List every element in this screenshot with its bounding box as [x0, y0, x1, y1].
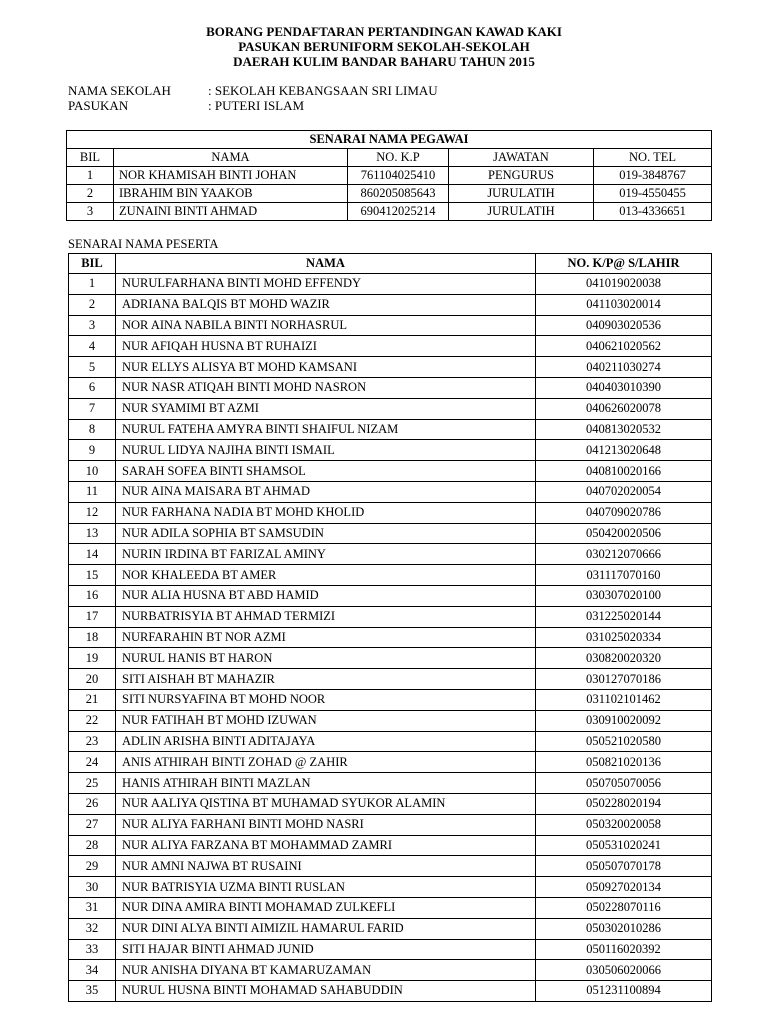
participant-row-cell: NURFARAHIN BT NOR AZMI — [116, 627, 536, 648]
participant-row — [69, 336, 712, 357]
participant-row-cell: 1 — [69, 274, 116, 295]
participant-row — [69, 523, 712, 544]
officers-table-title: SENARAI NAMA PEGAWAI — [67, 131, 712, 149]
participant-row-cell: 15 — [69, 565, 116, 586]
participant-row-cell: 030127070186 — [536, 669, 712, 690]
participant-row-cell: NUR NASR ATIQAH BINTI MOHD NASRON — [116, 377, 536, 398]
participant-row-cell: NUR ALIA HUSNA BT ABD HAMID — [116, 585, 536, 606]
participant-row-cell: 17 — [69, 606, 116, 627]
officer-row-cell: 860205085643 — [348, 185, 449, 203]
participant-row-cell: 050320020058 — [536, 814, 712, 835]
participant-row-cell: 33 — [69, 939, 116, 960]
participant-row-cell: 050420020506 — [536, 523, 712, 544]
participant-row-cell: NUR ANISHA DIYANA BT KAMARUZAMAN — [116, 960, 536, 981]
participant-row-cell: SITI HAJAR BINTI AHMAD JUNID — [116, 939, 536, 960]
participant-row-cell: HANIS ATHIRAH BINTI MAZLAN — [116, 773, 536, 794]
participant-row-cell: NUR AALIYA QISTINA BT MUHAMAD SYUKOR ALAMIN — [116, 793, 536, 814]
participants-header-cell: NAMA — [116, 254, 536, 274]
officer-row-cell: 3 — [67, 203, 114, 221]
officer-row-cell: IBRAHIM BIN YAAKOB — [114, 185, 348, 203]
officer-row-cell: 019-3848767 — [594, 167, 712, 185]
participant-row — [69, 419, 712, 440]
participant-row — [69, 274, 712, 295]
participant-row-cell: NUR DINI ALYA BINTI AIMIZIL HAMARUL FARID — [116, 918, 536, 939]
participant-row-cell: NOR AINA NABILA BINTI NORHASRUL — [116, 315, 536, 336]
participant-row-cell: 9 — [69, 440, 116, 461]
school-name-value: : SEKOLAH KEBANGSAAN SRI LIMAU — [208, 83, 438, 98]
participant-row-cell: NUR AFIQAH HUSNA BT RUHAIZI — [116, 336, 536, 357]
team-row — [68, 98, 304, 114]
participant-row-cell: NURUL FATEHA AMYRA BINTI SHAIFUL NIZAM — [116, 419, 536, 440]
participant-row — [69, 669, 712, 690]
participant-row-cell: NUR SYAMIMI BT AZMI — [116, 398, 536, 419]
participant-row-cell: NURBATRISYIA BT AHMAD TERMIZI — [116, 606, 536, 627]
participant-row-cell: 040903020536 — [536, 315, 712, 336]
participant-row-cell: 050507070178 — [536, 856, 712, 877]
participant-row — [69, 502, 712, 523]
participant-row-cell: 040702020054 — [536, 481, 712, 502]
officers-table-header — [67, 149, 712, 167]
participant-row-cell: NUR ALIYA FARHANI BINTI MOHD NASRI — [116, 814, 536, 835]
participant-row — [69, 773, 712, 794]
participant-row-cell: ADRIANA BALQIS BT MOHD WAZIR — [116, 294, 536, 315]
participant-row-cell: 29 — [69, 856, 116, 877]
participant-row — [69, 294, 712, 315]
participant-row-cell: NURULFARHANA BINTI MOHD EFFENDY — [116, 274, 536, 295]
participant-row-cell: 14 — [69, 544, 116, 565]
officers-header-cell: BIL — [67, 149, 114, 167]
participant-row-cell: 7 — [69, 398, 116, 419]
participant-row — [69, 897, 712, 918]
participant-row-cell: NUR ADILA SOPHIA BT SAMSUDIN — [116, 523, 536, 544]
participant-row — [69, 606, 712, 627]
participant-row — [69, 752, 712, 773]
participant-row-cell: NURIN IRDINA BT FARIZAL AMINY — [116, 544, 536, 565]
participant-row-cell: 040709020786 — [536, 502, 712, 523]
participant-row-cell: SITI AISHAH BT MAHAZIR — [116, 669, 536, 690]
participant-row-cell: NUR ALIYA FARZANA BT MOHAMMAD ZAMRI — [116, 835, 536, 856]
participant-row-cell: 031225020144 — [536, 606, 712, 627]
participant-row — [69, 377, 712, 398]
participant-row-cell: 2 — [69, 294, 116, 315]
participant-row-cell: NUR BATRISYIA UZMA BINTI RUSLAN — [116, 877, 536, 898]
participant-row-cell: 030820020320 — [536, 648, 712, 669]
participant-row-cell: NUR FARHANA NADIA BT MOHD KHOLID — [116, 502, 536, 523]
officer-row-cell: PENGURUS — [449, 167, 594, 185]
participant-row-cell: 041103020014 — [536, 294, 712, 315]
participant-row-cell: 13 — [69, 523, 116, 544]
participant-row-cell: 040211030274 — [536, 357, 712, 378]
participant-row-cell: 030307020100 — [536, 585, 712, 606]
participant-row-cell: NUR AMNI NAJWA BT RUSAINI — [116, 856, 536, 877]
officers-header-cell: NAMA — [114, 149, 348, 167]
participant-row-cell: 23 — [69, 731, 116, 752]
participant-row-cell: NUR ELLYS ALISYA BT MOHD KAMSANI — [116, 357, 536, 378]
participant-row — [69, 357, 712, 378]
participant-row-cell: 35 — [69, 981, 116, 1002]
participant-row-cell: 030212070666 — [536, 544, 712, 565]
participant-row-cell: ANIS ATHIRAH BINTI ZOHAD @ ZAHIR — [116, 752, 536, 773]
participant-row-cell: 5 — [69, 357, 116, 378]
participant-row — [69, 440, 712, 461]
participant-row-cell: 22 — [69, 710, 116, 731]
participant-row — [69, 585, 712, 606]
officer-row-cell: 690412025214 — [348, 203, 449, 221]
participant-row — [69, 731, 712, 752]
participant-row — [69, 939, 712, 960]
participant-row-cell: 28 — [69, 835, 116, 856]
participant-row-cell: 16 — [69, 585, 116, 606]
participants-label: SENARAI NAMA PESERTA — [68, 237, 219, 251]
participant-row-cell: 34 — [69, 960, 116, 981]
participant-row — [69, 398, 712, 419]
participant-row-cell: 040626020078 — [536, 398, 712, 419]
participant-row-cell: 18 — [69, 627, 116, 648]
officers-header-cell: NO. K.P — [348, 149, 449, 167]
document-title — [0, 24, 768, 69]
team-label: PASUKAN — [68, 98, 129, 113]
participant-row-cell: 050927020134 — [536, 877, 712, 898]
officer-row-cell: JURULATIH — [449, 185, 594, 203]
participant-row-cell: 041213020648 — [536, 440, 712, 461]
officer-row-cell: 761104025410 — [348, 167, 449, 185]
participant-row-cell: 27 — [69, 814, 116, 835]
title-line-2: PASUKAN BERUNIFORM SEKOLAH-SEKOLAH — [238, 39, 530, 54]
participant-row — [69, 814, 712, 835]
participant-row-cell: 26 — [69, 793, 116, 814]
participant-row-cell: 050228020194 — [536, 793, 712, 814]
participant-row-cell: NURUL HANIS BT HARON — [116, 648, 536, 669]
officer-row-cell: NOR KHAMISAH BINTI JOHAN — [114, 167, 348, 185]
participant-row-cell: 040813020532 — [536, 419, 712, 440]
participant-row — [69, 315, 712, 336]
participant-row — [69, 627, 712, 648]
participant-row-cell: 6 — [69, 377, 116, 398]
participant-row-cell: 050116020392 — [536, 939, 712, 960]
participant-row — [69, 461, 712, 482]
participant-row — [69, 565, 712, 586]
participant-row-cell: 031025020334 — [536, 627, 712, 648]
participant-row-cell: NOR KHALEEDA BT AMER — [116, 565, 536, 586]
officer-row-cell: 1 — [67, 167, 114, 185]
participant-row-cell: 4 — [69, 336, 116, 357]
participant-row — [69, 960, 712, 981]
officer-row-cell: JURULATIH — [449, 203, 594, 221]
officers-header-cell: JAWATAN — [449, 149, 594, 167]
participant-row-cell: 050705070056 — [536, 773, 712, 794]
participant-row-cell: 25 — [69, 773, 116, 794]
participant-row-cell: 050521020580 — [536, 731, 712, 752]
participant-row — [69, 856, 712, 877]
participant-row-cell: 030910020092 — [536, 710, 712, 731]
participants-table — [68, 253, 712, 1002]
participant-row-cell: 040403010390 — [536, 377, 712, 398]
participants-table-header — [69, 254, 712, 274]
participant-row-cell: 21 — [69, 689, 116, 710]
participant-row — [69, 981, 712, 1002]
officers-table — [66, 130, 712, 221]
participant-row-cell: 040621020562 — [536, 336, 712, 357]
participant-row-cell: 31 — [69, 897, 116, 918]
participant-row — [69, 648, 712, 669]
officers-header-cell: NO. TEL — [594, 149, 712, 167]
participant-row-cell: 030506020066 — [536, 960, 712, 981]
participant-row — [69, 877, 712, 898]
participant-row-cell: 050821020136 — [536, 752, 712, 773]
participant-row-cell: 051231100894 — [536, 981, 712, 1002]
participant-row — [69, 689, 712, 710]
officer-row — [67, 185, 712, 203]
participant-row — [69, 918, 712, 939]
participant-row — [69, 835, 712, 856]
participant-row-cell: 8 — [69, 419, 116, 440]
participant-row-cell: 041019020038 — [536, 274, 712, 295]
officer-row-cell: ZUNAINI BINTI AHMAD — [114, 203, 348, 221]
officer-row-cell: 019-4550455 — [594, 185, 712, 203]
title-line-1: BORANG PENDAFTARAN PERTANDINGAN KAWAD KAKI — [206, 24, 562, 39]
participant-row-cell: 19 — [69, 648, 116, 669]
participant-row-cell: 050302010286 — [536, 918, 712, 939]
participant-row-cell: 11 — [69, 481, 116, 502]
title-line-3: DAERAH KULIM BANDAR BAHARU TAHUN 2015 — [233, 54, 535, 69]
participant-row-cell: 031117070160 — [536, 565, 712, 586]
officer-row-cell: 013-4336651 — [594, 203, 712, 221]
participant-row-cell: 050531020241 — [536, 835, 712, 856]
participant-row-cell: 12 — [69, 502, 116, 523]
officer-row — [67, 203, 712, 221]
officer-row — [67, 167, 712, 185]
school-name-row — [68, 83, 438, 99]
participant-row-cell: 32 — [69, 918, 116, 939]
participant-row-cell: 031102101462 — [536, 689, 712, 710]
participant-row-cell: NUR AINA MAISARA BT AHMAD — [116, 481, 536, 502]
participant-row-cell: NUR DINA AMIRA BINTI MOHAMAD ZULKEFLI — [116, 897, 536, 918]
participant-row-cell: 24 — [69, 752, 116, 773]
participant-row-cell: NURUL HUSNA BINTI MOHAMAD SAHABUDDIN — [116, 981, 536, 1002]
officer-row-cell: 2 — [67, 185, 114, 203]
participant-row-cell: 050228070116 — [536, 897, 712, 918]
participant-row — [69, 544, 712, 565]
participant-row-cell: 3 — [69, 315, 116, 336]
participant-row-cell: 10 — [69, 461, 116, 482]
participant-row-cell: 20 — [69, 669, 116, 690]
participant-row-cell: SARAH SOFEA BINTI SHAMSOL — [116, 461, 536, 482]
participant-row — [69, 481, 712, 502]
school-name-label: NAMA SEKOLAH — [68, 83, 171, 98]
participant-row-cell: NURUL LIDYA NAJIHA BINTI ISMAIL — [116, 440, 536, 461]
participant-row-cell: NUR FATIHAH BT MOHD IZUWAN — [116, 710, 536, 731]
participants-header-cell: BIL — [69, 254, 116, 274]
participant-row-cell: SITI NURSYAFINA BT MOHD NOOR — [116, 689, 536, 710]
participant-row — [69, 710, 712, 731]
participants-header-cell: NO. K/P@ S/LAHIR — [536, 254, 712, 274]
participant-row-cell: 30 — [69, 877, 116, 898]
participant-row-cell: ADLIN ARISHA BINTI ADITAJAYA — [116, 731, 536, 752]
team-value: : PUTERI ISLAM — [208, 98, 305, 113]
participant-row-cell: 040810020166 — [536, 461, 712, 482]
participant-row — [69, 793, 712, 814]
